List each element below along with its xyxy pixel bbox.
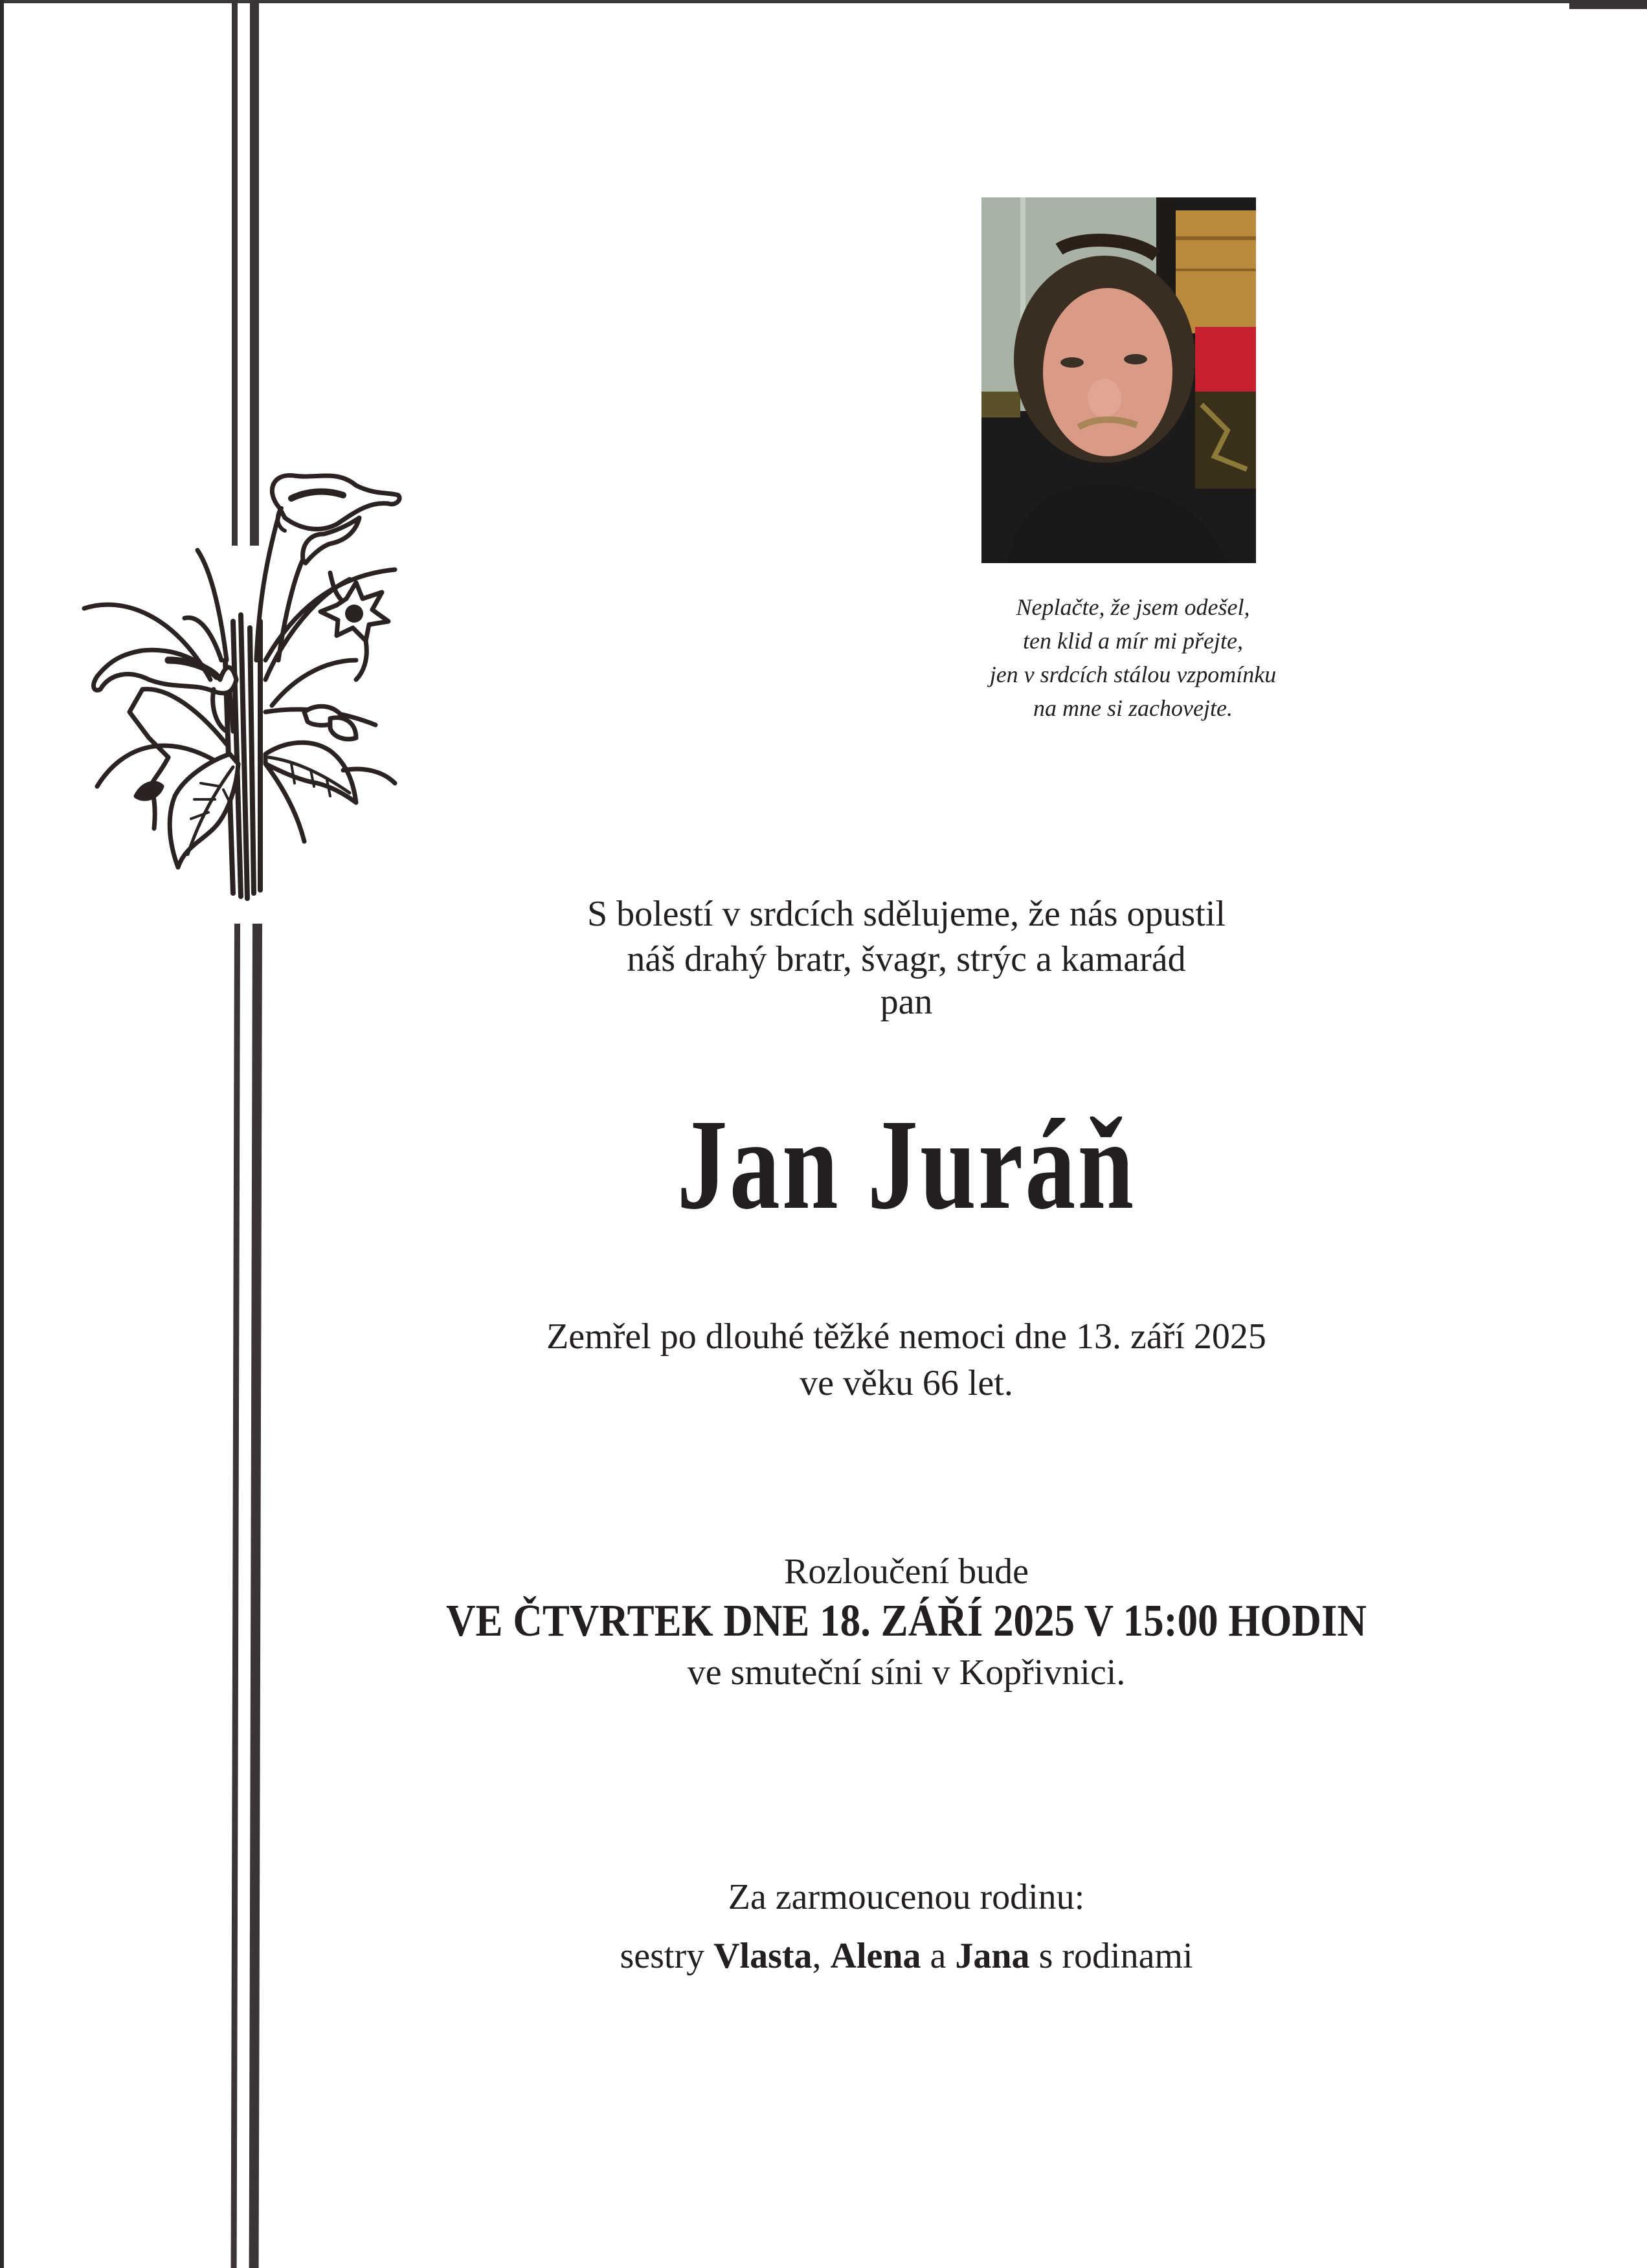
family-prefix: sestry — [620, 1936, 705, 1976]
family-members — [324, 1935, 1489, 1977]
death-line-2: ve věku 66 let. — [800, 1363, 1013, 1403]
scan-edge-top-right — [1569, 0, 1647, 9]
family-suffix: s rodinami — [1038, 1936, 1193, 1976]
family-name-vlasta: Vlasta — [713, 1936, 812, 1976]
family-intro: Za zarmoucenou rodinu: — [728, 1877, 1085, 1917]
family-name-jana: Jana — [955, 1936, 1030, 1976]
border-rule-thin-bottom — [231, 924, 240, 2268]
border-rule-thick-top — [250, 0, 259, 546]
announcement-line-3: pan — [880, 982, 933, 1022]
notice-body — [324, 0, 1489, 2268]
scan-edge-left — [0, 0, 4, 2268]
border-rule-thick-bottom — [249, 924, 262, 2268]
ceremony-intro: Rozloučení bude — [784, 1551, 1029, 1592]
family-name-alena: Alena — [830, 1936, 921, 1976]
deceased-name: Jan Juráň — [677, 1093, 1136, 1236]
announcement-line-2: náš drahý bratr, švagr, strýc a kamarád — [627, 939, 1186, 979]
poem-line-1: Neplačte, že jsem odešel, — [1016, 594, 1250, 620]
family-sep: , — [812, 1936, 822, 1976]
poem-line-2: ten klid a mír mi přejte, — [1023, 628, 1243, 654]
death-line-1: Zemřel po dlouhé těžké nemoci dne 13. září 2025 — [546, 1317, 1266, 1357]
poem-line-3: jen v srdcích stálou vzpomínku — [989, 662, 1277, 687]
poem-line-4: na mne si zachovejte. — [1033, 695, 1233, 721]
ceremony-place: ve smuteční síni v Kopřivnici. — [687, 1652, 1126, 1693]
announcement-line-1: S bolestí v srdcích sdělujeme, že nás opustil — [587, 894, 1226, 934]
border-rule-thin-top — [232, 0, 238, 546]
family-conj: a — [930, 1936, 947, 1976]
ceremony-datetime: VE ČTVRTEK DNE 18. ZÁŘÍ 2025 V 15:00 HODIN — [446, 1596, 1367, 1646]
